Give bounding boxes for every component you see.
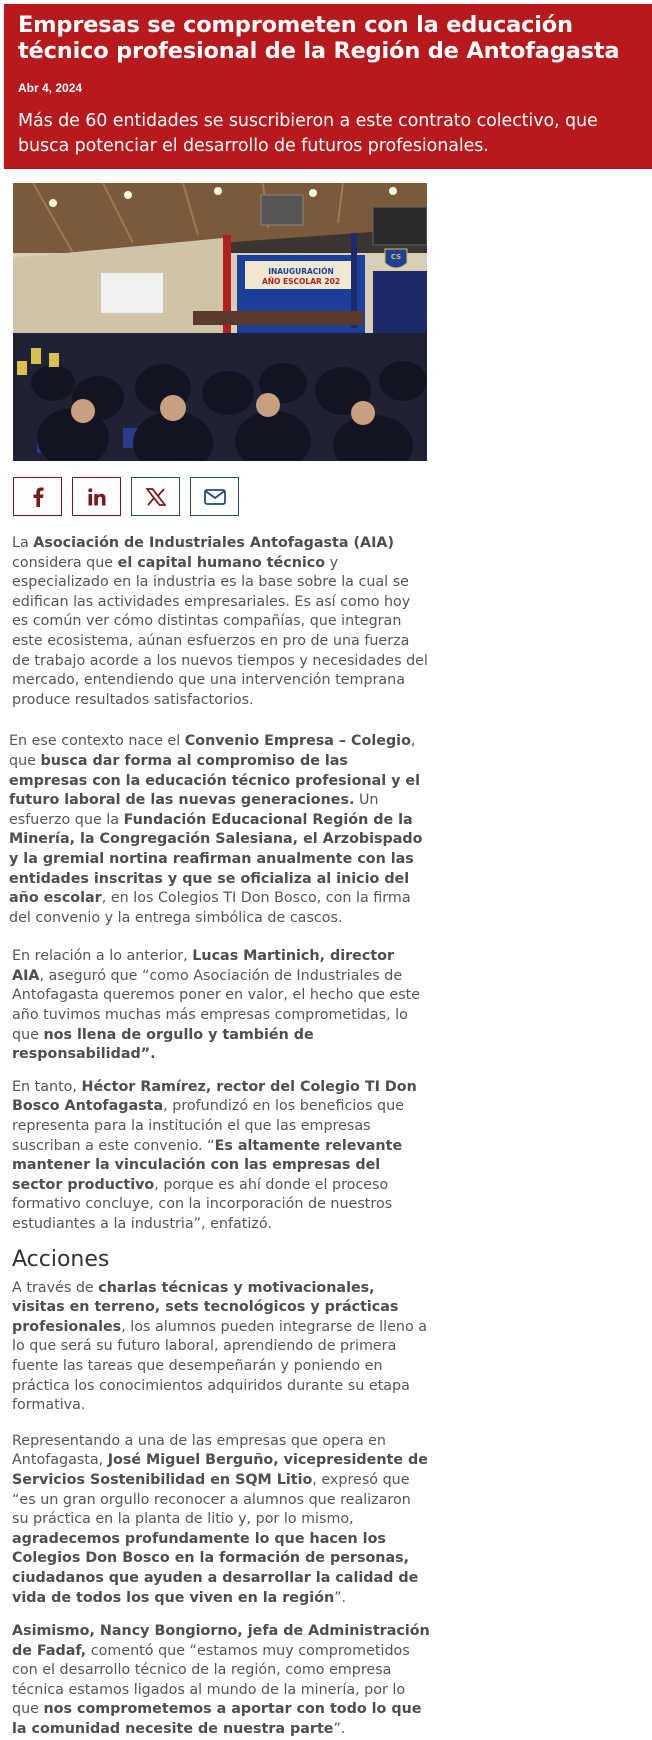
bold-run: Fundación Educacional Región de la Minería, la Congregación Salesiana, el Arzobispado y la gremial nortina reafirman anualmente con las entidades inscritas y que se oficializa al inicio del año escolar: [9, 811, 423, 907]
facebook-icon: [31, 487, 45, 507]
article-header: [4, 4, 652, 169]
article-paragraph-4: [12, 1078, 430, 1235]
article-paragraph-2: [9, 732, 430, 928]
share-bar: [13, 477, 239, 516]
text-run: En ese contexto nace el: [9, 733, 185, 750]
bold-run: nos comprometemos a aportar con todo lo que la comunidad necesite de nuestra parte: [12, 1701, 422, 1738]
article-paragraph-3: [12, 947, 430, 1065]
wall-motto: Buenos Cristianos – Honestos Ciudadanos: [237, 246, 345, 252]
text-run: , los alumnos pueden integrarse de lleno a lo que será su futuro laboral, aprendiendo de primera fuente las tareas que desempeñarán y poniendo en práctica los conocimientos adquiridos durante su etapa formativa.: [12, 1318, 428, 1414]
bold-run: Lucas Martinich, director AIA: [12, 948, 395, 984]
section-heading-acciones: Acciones: [12, 1246, 110, 1272]
text-run: comentó que “estamos muy comprometidos con el desarrollo técnico de la región, como empresa técnica estamos ligados al mundo de la minería, por lo que: [12, 1642, 410, 1718]
bold-run: el capital humano técnico: [117, 554, 326, 571]
text-run: Representando a una de las empresas que opera en Antofagasta,: [12, 1432, 386, 1469]
text-run: En relación a lo anterior,: [12, 948, 193, 965]
article-paragraph-5: [12, 1279, 430, 1416]
text-run: , porque es ahí donde el proceso formativo concluye, con la incorporación de nuestros estudiantes a la industria”, enfatizó.: [12, 1176, 393, 1232]
banner-line1: INAUGURACIÓN: [268, 267, 334, 276]
bold-run: Asociación de Industriales Antofagasta (AIA): [33, 535, 395, 551]
share-email-button[interactable]: [190, 477, 239, 516]
share-facebook-button[interactable]: [13, 477, 62, 516]
text-run: La: [12, 535, 34, 551]
bold-run: agradecemos profundamente lo que hacen los Colegios Don Bosco en la formación de personas, ciudadanos que ayuden a desarrollar la calidad de vida de todos los que viven en la región: [12, 1530, 419, 1606]
text-run: En tanto,: [12, 1078, 82, 1095]
article-title: Empresas se comprometen con la educación técnico profesional de la Región de Antofagasta: [18, 12, 620, 64]
text-run: , profundizó en los beneficios que representa para la institución el que las empresas suscriban a este convenio. “: [12, 1098, 404, 1154]
article-body: [9, 534, 430, 1740]
text-run: y especializado en la industria es la base sobre la cual se edifican las actividades empresariales. Es así como hoy es común ver cómo distintas compañías, que integran este ecosistema, aúnan esfuerzos en pro de una fuerza de trabajo acorde a los nuevos tiempos y necesidades del mercado, entendiendo que una intervención temprana produce resultados satisfactorios.: [12, 554, 428, 708]
article-photo: [13, 183, 427, 461]
bold-run: Es altamente relevante mantener la vinculación con las empresas del sector productivo: [12, 1137, 403, 1193]
text-run: Un esfuerzo que la: [9, 792, 379, 828]
bold-run: charlas técnicas y motivacionales, visitas en terreno, sets tecnológicos y prácticas profesionales: [12, 1279, 399, 1335]
bold-run: José Miguel Berguño, vicepresidente de Servicios Sostenibilidad en SQM Litio: [12, 1452, 428, 1488]
article-paragraph-7: [12, 1622, 430, 1740]
text-run: , que: [9, 733, 416, 769]
publish-date: Abr 4, 2024: [18, 81, 83, 95]
text-run: , aseguró que “como Asociación de Industriales de Antofagasta queremos poner en valor, el hecho que este año tuvimos muchas más empresas comprometidas, lo que: [12, 967, 421, 1043]
text-run: , expresó que “es un gran orgullo reconocer a alumnos que realizaron su práctica en la planta de litio y, por lo mismo,: [12, 1471, 411, 1528]
linkedin-icon: [88, 488, 106, 506]
bold-run: Héctor Ramírez, rector del Colegio TI Don Bosco Antofagasta: [12, 1078, 417, 1115]
bold-run: busca dar forma al compromiso de las empresas con la educación técnico profesional y el futuro laboral de las nuevas generaciones.: [9, 752, 420, 809]
article-paragraph-1: [12, 534, 430, 710]
envelope-icon: [204, 489, 226, 505]
bold-run: Convenio Empresa – Colegio: [184, 733, 411, 750]
auditorium-photo: [13, 183, 427, 461]
text-run: A través de: [12, 1279, 99, 1296]
bold-run: nos llena de orgullo y también de responsabilidad”.: [12, 1026, 314, 1063]
banner-line2: AÑO ESCOLAR 202: [261, 277, 341, 286]
x-icon: [146, 488, 166, 506]
share-linkedin-button[interactable]: [72, 477, 121, 516]
crest-letters: CS: [390, 253, 402, 261]
text-run: , en los Colegios TI Don Bosco, con la firma del convenio y la entrega simbólica de cascos.: [9, 890, 411, 926]
text-run: ”.: [333, 1721, 346, 1738]
share-x-button[interactable]: [131, 477, 180, 516]
article-lead: Más de 60 entidades se suscribieron a este contrato colectivo, que busca potenciar el desarrollo de futuros profesionales.: [18, 111, 598, 156]
text-run: ”.: [334, 1589, 347, 1606]
text-run: considera que: [12, 554, 118, 571]
article-paragraph-6: [12, 1432, 430, 1608]
bold-run: Asimismo, Nancy Bongiorno, jefa de Administración de Fadaf,: [12, 1623, 430, 1659]
